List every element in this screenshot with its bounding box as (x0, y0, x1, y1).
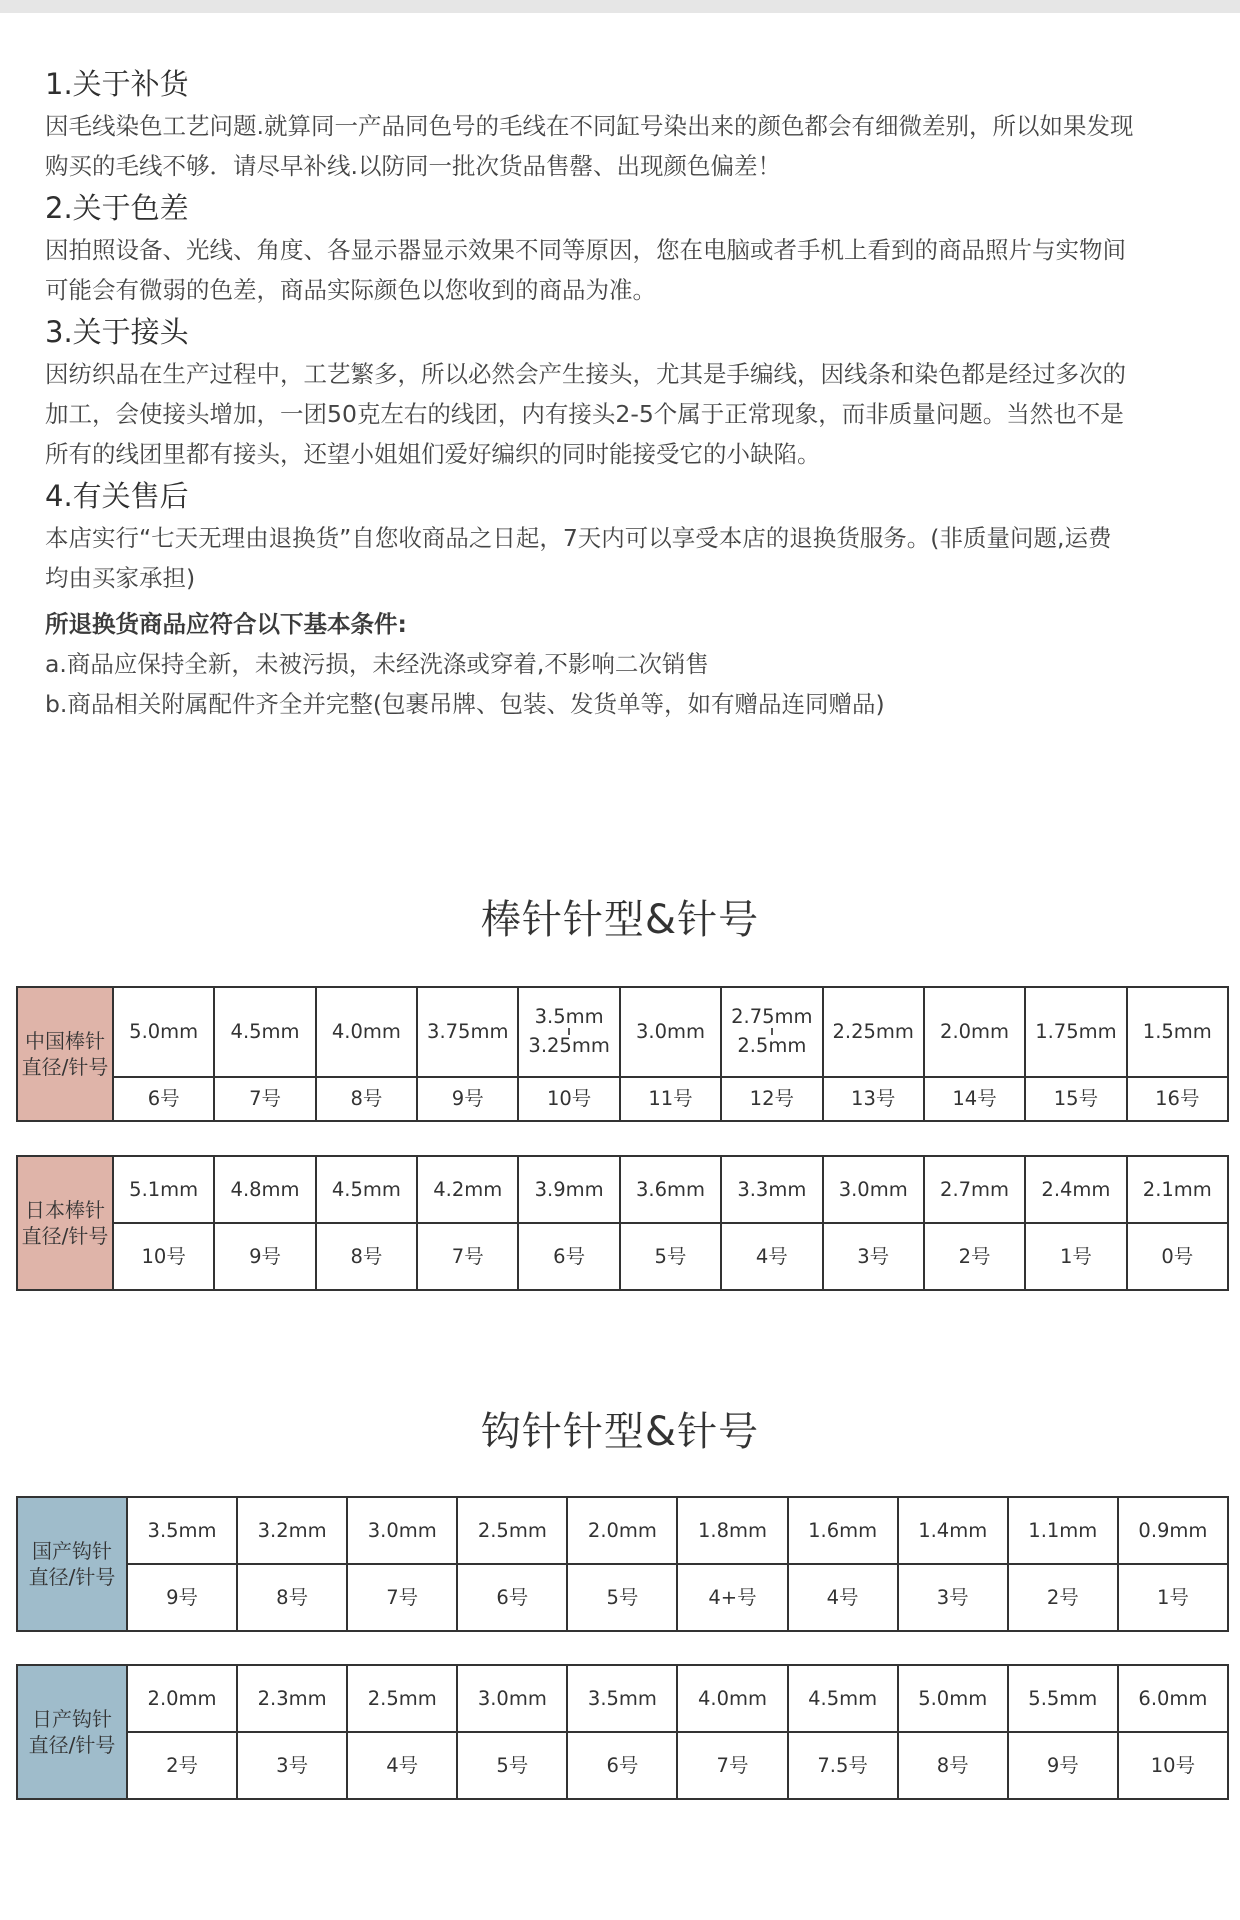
section-text: 本店实行“七天无理由退换货”自您收商品之日起，7天内可以享受本店的退换货服务。(非质量问题,运费 (45, 524, 1112, 552)
diameter-cell: 3.5mm (567, 1665, 677, 1732)
diameter-cell: 0.9mm (1118, 1497, 1228, 1564)
needle-number-cell: 6号 (113, 1077, 214, 1121)
diameter-cell (518, 987, 619, 1077)
needle-number-cell: 8号 (316, 1223, 417, 1290)
needle-number-cell: 1号 (1118, 1564, 1228, 1631)
needle-number-cell: 1号 (1025, 1223, 1126, 1290)
diameter-cell: 5.1mm (113, 1156, 214, 1223)
section-text: 加工，会使接头增加，一团50克左右的线团，内有接头2-5个属于正常现象，而非质量问题。当然也不是 (45, 400, 1124, 428)
diameter-cell: 2.5mm (457, 1497, 567, 1564)
row-label-line: 日本棒针 (25, 1198, 105, 1222)
notice-section (45, 62, 1205, 724)
needle-number-cell: 14号 (924, 1077, 1025, 1121)
diameter-cell: 4.2mm (417, 1156, 518, 1223)
diameter-cell: 3.75mm (417, 987, 518, 1077)
diameter-cell (721, 987, 822, 1077)
section-text: 因毛线染色工艺问题.就算同一产品同色号的毛线在不同缸号染出来的颜色都会有细微差别，所以如果发现 (45, 112, 1134, 140)
needle-number-cell: 7号 (417, 1223, 518, 1290)
diameter-cell: 4.5mm (214, 987, 315, 1077)
diameter-value: 3.5mm (534, 1005, 604, 1029)
section-text: 所有的线团里都有接头，还望小姐姐们爱好编织的同时能接受它的小缺陷。 (45, 440, 821, 468)
row-label-line: 直径/针号 (28, 1565, 116, 1589)
diameter-cell: 3.6mm (620, 1156, 721, 1223)
needle-number-cell: 4+号 (677, 1564, 787, 1631)
diameter-cell: 3.0mm (823, 1156, 924, 1223)
diameter-cell: 4.0mm (677, 1665, 787, 1732)
needle-number-cell: 5号 (620, 1223, 721, 1290)
row-label-line: 中国棒针 (25, 1029, 105, 1053)
diameter-cell: 2.25mm (823, 987, 924, 1077)
diameter-value: 3.25mm (528, 1034, 610, 1058)
needle-number-cell: 7号 (677, 1732, 787, 1799)
crochet-heading: 钩针针型&针号 (480, 1409, 760, 1455)
section-text: 可能会有微弱的色差，商品实际颜色以您收到的商品为准。 (45, 276, 656, 304)
diameter-cell: 2.0mm (127, 1665, 237, 1732)
row-label-line: 日产钩针 (32, 1707, 112, 1731)
diameter-cell: 3.9mm (518, 1156, 619, 1223)
needle-number-cell: 3号 (237, 1732, 347, 1799)
needle-number-cell: 10号 (1118, 1732, 1228, 1799)
needle-number-cell: 4号 (721, 1223, 822, 1290)
china-knitting-needle-table (16, 986, 1229, 1122)
needle-number-cell: 9号 (1008, 1732, 1118, 1799)
knitting-heading: 棒针针型&针号 (480, 897, 760, 943)
needle-number-cell: 6号 (567, 1732, 677, 1799)
diameter-cell: 3.0mm (347, 1497, 457, 1564)
japan-crochet-hook-table (16, 1664, 1229, 1800)
needle-number-cell: 3号 (898, 1564, 1008, 1631)
diameter-cell: 5.5mm (1008, 1665, 1118, 1732)
row-label-line: 直径/针号 (28, 1733, 116, 1757)
needle-number-cell: 7号 (347, 1564, 457, 1631)
needle-number-cell: 9号 (417, 1077, 518, 1121)
diameter-cell: 1.1mm (1008, 1497, 1118, 1564)
section-title: 1.关于补货 (45, 67, 189, 101)
needle-number-cell: 7.5号 (788, 1732, 898, 1799)
row-label-line: 直径/针号 (21, 1224, 109, 1248)
needle-number-cell: 8号 (316, 1077, 417, 1121)
diameter-cell: 4.5mm (316, 1156, 417, 1223)
needle-number-cell: 7号 (214, 1077, 315, 1121)
diameter-cell: 1.75mm (1025, 987, 1126, 1077)
section-text: 均由买家承担) (45, 564, 196, 592)
needle-number-cell: 9号 (214, 1223, 315, 1290)
diameter-cell: 3.2mm (237, 1497, 347, 1564)
diameter-value: 2.5mm (737, 1034, 807, 1058)
row-label (17, 987, 113, 1121)
row-label (17, 1665, 127, 1799)
diameter-cell: 2.3mm (237, 1665, 347, 1732)
needle-number-cell: 5号 (567, 1564, 677, 1631)
diameter-cell: 2.0mm (567, 1497, 677, 1564)
needle-number-cell: 8号 (898, 1732, 1008, 1799)
section-text: 购买的毛线不够．请尽早补线.以防同一批次货品售罄、出现颜色偏差！ (45, 152, 781, 180)
needle-number-cell: 8号 (237, 1564, 347, 1631)
diameter-cell: 2.4mm (1025, 1156, 1126, 1223)
needle-number-cell: 6号 (518, 1223, 619, 1290)
diameter-cell: 2.7mm (924, 1156, 1025, 1223)
diameter-cell: 3.0mm (620, 987, 721, 1077)
diameter-cell: 4.0mm (316, 987, 417, 1077)
needle-number-cell: 0号 (1127, 1223, 1228, 1290)
condition-item: b.商品相关附属配件齐全并完整(包裹吊牌、包装、发货单等，如有赠品连同赠品) (45, 690, 885, 718)
needle-number-cell: 3号 (823, 1223, 924, 1290)
diameter-value: 2.75mm (731, 1005, 813, 1029)
top-divider-bar (0, 0, 1240, 13)
diameter-cell: 5.0mm (898, 1665, 1008, 1732)
diameter-cell: 5.0mm (113, 987, 214, 1077)
section-text: 因纺织品在生产过程中，工艺繁多，所以必然会产生接头，尤其是手编线，因线条和染色都是经过多次的 (45, 360, 1126, 388)
japan-knitting-needle-table (16, 1155, 1229, 1291)
diameter-cell: 1.8mm (677, 1497, 787, 1564)
needle-number-cell: 4号 (347, 1732, 457, 1799)
needle-number-cell: 10号 (518, 1077, 619, 1121)
diameter-cell: 3.0mm (457, 1665, 567, 1732)
diameter-cell: 2.1mm (1127, 1156, 1228, 1223)
section-text: 因拍照设备、光线、角度、各显示器显示效果不同等原因，您在电脑或者手机上看到的商品照片与实物间 (45, 236, 1126, 264)
needle-number-cell: 11号 (620, 1077, 721, 1121)
row-label (17, 1497, 127, 1631)
diameter-cell: 2.0mm (924, 987, 1025, 1077)
needle-number-cell: 6号 (457, 1564, 567, 1631)
needle-number-cell: 2号 (924, 1223, 1025, 1290)
needle-number-cell: 9号 (127, 1564, 237, 1631)
conditions-title: 所退换货商品应符合以下基本条件: (45, 610, 407, 638)
section-title: 4.有关售后 (45, 479, 189, 513)
section-title: 3.关于接头 (45, 315, 189, 349)
domestic-crochet-hook-table (16, 1496, 1229, 1632)
diameter-cell: 2.5mm (347, 1665, 457, 1732)
diameter-cell: 1.6mm (788, 1497, 898, 1564)
needle-number-cell: 2号 (1008, 1564, 1118, 1631)
needle-number-cell: 15号 (1025, 1077, 1126, 1121)
needle-number-cell: 13号 (823, 1077, 924, 1121)
diameter-cell: 3.5mm (127, 1497, 237, 1564)
diameter-cell: 4.5mm (788, 1665, 898, 1732)
needle-number-cell: 4号 (788, 1564, 898, 1631)
row-label-line: 国产钩针 (32, 1539, 112, 1563)
row-label (17, 1156, 113, 1290)
needle-number-cell: 12号 (721, 1077, 822, 1121)
diameter-cell: 1.4mm (898, 1497, 1008, 1564)
diameter-cell: 6.0mm (1118, 1665, 1228, 1732)
needle-number-cell: 2号 (127, 1732, 237, 1799)
diameter-cell: 1.5mm (1127, 987, 1228, 1077)
condition-item: a.商品应保持全新，未被污损，未经洗涤或穿着,不影响二次销售 (45, 650, 709, 678)
row-label-line: 直径/针号 (21, 1055, 109, 1079)
needle-number-cell: 5号 (457, 1732, 567, 1799)
diameter-cell: 3.3mm (721, 1156, 822, 1223)
needle-number-cell: 16号 (1127, 1077, 1228, 1121)
needle-number-cell: 10号 (113, 1223, 214, 1290)
diameter-cell: 4.8mm (214, 1156, 315, 1223)
section-title: 2.关于色差 (45, 191, 189, 225)
